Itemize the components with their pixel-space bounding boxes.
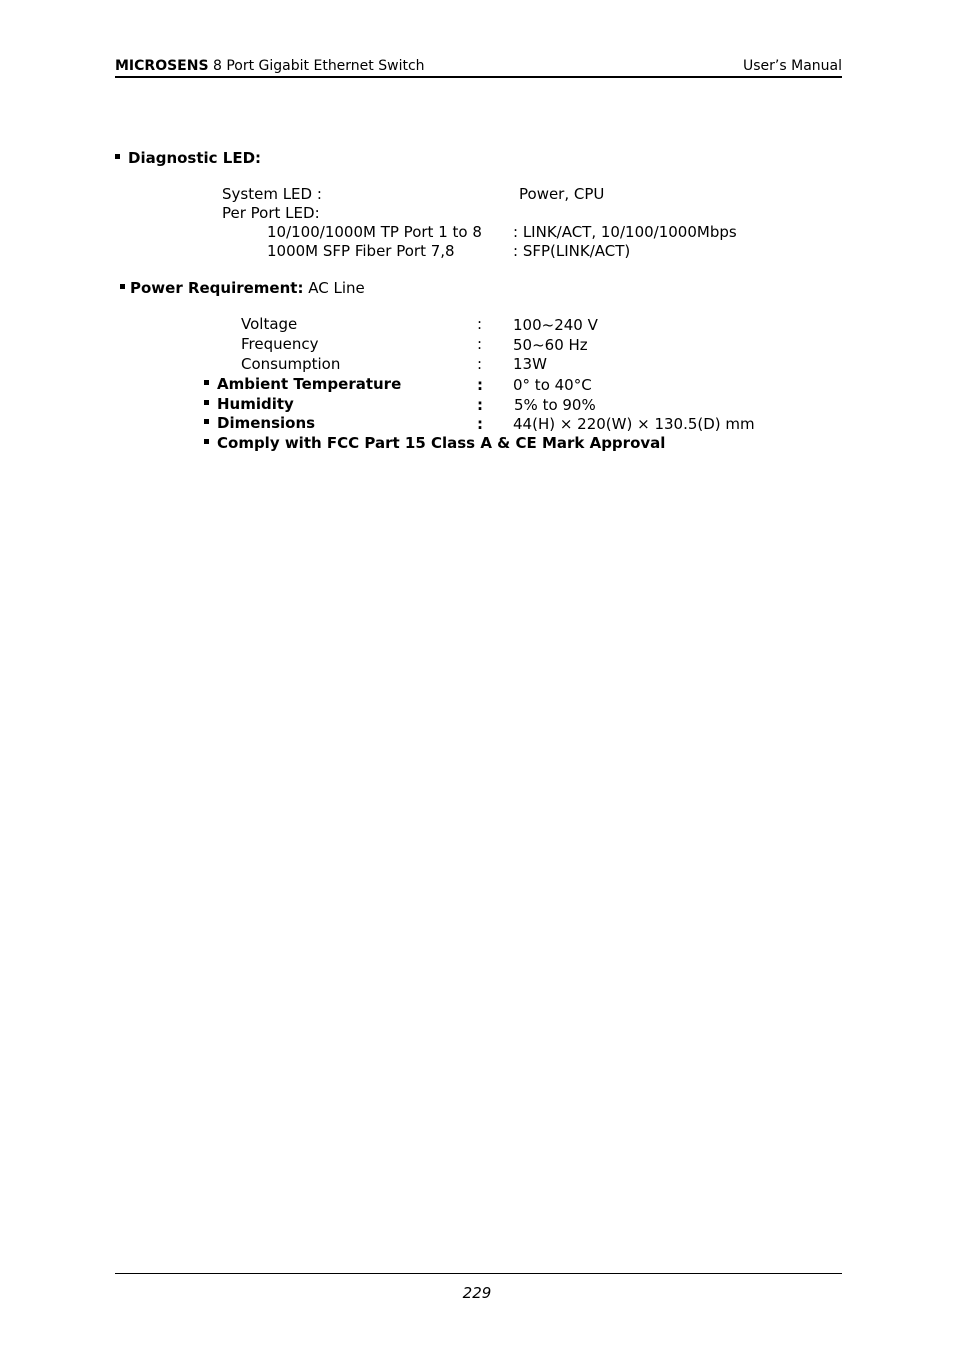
spec-value: 100~240 V (513, 316, 598, 334)
per-port-led-label: Per Port LED: (222, 204, 320, 222)
diagnostic-led-heading-text: Diagnostic LED: (128, 149, 262, 167)
spec-separator: : (477, 396, 483, 414)
header-product-title (115, 57, 425, 75)
system-led-value: Power, CPU (519, 185, 605, 203)
spec-label-bold (204, 375, 401, 394)
port-led-value: : SFP(LINK/ACT) (513, 242, 631, 260)
diagnostic-led-heading (115, 149, 261, 168)
power-requirement-suffix: AC Line (303, 279, 365, 297)
page-number: 229 (462, 1284, 492, 1302)
bullet-icon (120, 284, 125, 289)
spec-value: 50~60 Hz (513, 336, 588, 354)
spec-value: 44(H) × 220(W) × 130.5(D) mm (513, 415, 755, 433)
port-led-label: 10/100/1000M TP Port 1 to 8 (267, 223, 482, 241)
spec-value: 5% to 90% (514, 396, 596, 414)
spec-label: Frequency (241, 335, 319, 353)
spec-separator: : (477, 315, 483, 333)
bullet-icon (204, 400, 209, 405)
bullet-icon (115, 154, 120, 159)
bullet-icon (204, 380, 209, 385)
spec-label: Consumption (241, 355, 341, 373)
spec-separator: : (477, 335, 483, 353)
spec-label-text: Dimensions (217, 414, 316, 432)
compliance-text: Comply with FCC Part 15 Class A & CE Mark Approval (217, 434, 666, 452)
system-led-label: System LED : (222, 185, 322, 203)
power-requirement-heading (120, 279, 365, 298)
header-product: 8 Port Gigabit Ethernet Switch (208, 58, 425, 74)
footer-rule (115, 1273, 842, 1274)
bullet-icon (204, 419, 209, 424)
bullet-icon (204, 439, 209, 444)
spec-separator: : (477, 376, 483, 394)
spec-separator: : (477, 355, 483, 373)
spec-value: 13W (513, 355, 547, 373)
spec-label: Voltage (241, 315, 298, 333)
spec-separator: : (477, 415, 483, 433)
spec-value: 0° to 40°C (513, 376, 592, 394)
spec-label-text: Ambient Temperature (217, 375, 402, 393)
power-requirement-heading-text: Power Requirement: (130, 279, 304, 297)
header-brand: MICROSENS (115, 58, 209, 74)
spec-label-text: Humidity (217, 395, 294, 413)
port-led-value: : LINK/ACT, 10/100/1000Mbps (513, 223, 737, 241)
header-manual-title: User’s Manual (743, 58, 842, 74)
port-led-label: 1000M SFP Fiber Port 7,8 (267, 242, 455, 260)
spec-label-bold (204, 414, 315, 433)
compliance-statement (204, 434, 665, 453)
spec-label-bold (204, 395, 294, 414)
header-rule (115, 76, 842, 78)
